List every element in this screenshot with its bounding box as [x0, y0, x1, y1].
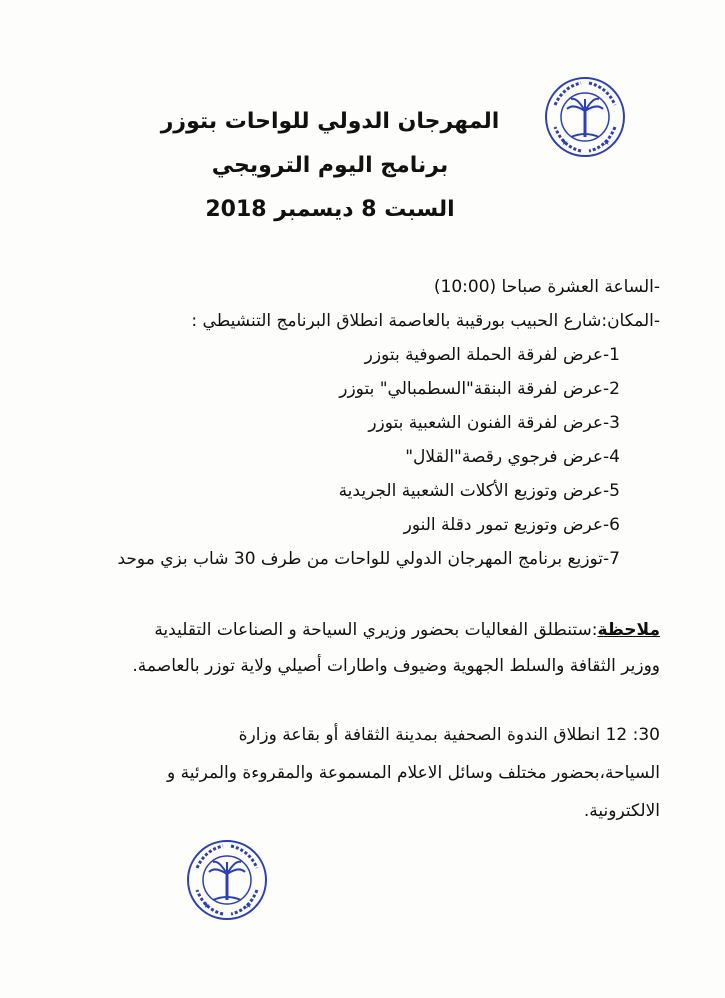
program-item: 4-عرض فرجوي رقصة"القلال" [405, 447, 620, 467]
svg-text:★: ★ [245, 901, 253, 910]
svg-text:★: ★ [603, 138, 611, 147]
note-block [60, 612, 660, 684]
program-item: 2-عرض لفرقة البنقة"السطمبالي" بتوزر [339, 379, 620, 399]
program-item: 5-عرض وتوزيع الأكلات الشعبية الجريدية [338, 481, 620, 501]
festival-seal-top [543, 75, 627, 159]
program-place: -المكان:شارع الحبيب بورقيبة بالعاصمة انطلاق البرنامج التنشيطي : [191, 311, 660, 331]
svg-text:★: ★ [203, 901, 211, 910]
program-date: السبت 8 ديسمبر 2018 [205, 197, 455, 222]
program-item: 6-عرض وتوزيع تمور دقلة النور [403, 515, 620, 535]
program-subtitle: برنامج اليوم الترويجي [211, 153, 449, 178]
svg-text:★: ★ [561, 138, 569, 147]
program-item: 1-عرض لفرقة الحملة الصوفية بتوزر [364, 345, 620, 365]
press-line-3: الالكترونية. [583, 801, 660, 821]
press-line-1: 30: 12 انطلاق الندوة الصحفية بمدينة الثقافة أو بقاعة وزارة [238, 725, 660, 745]
palm-tree-seal-icon [546, 78, 624, 156]
program-time: -الساعة العشرة صباحا (10:00) [433, 277, 660, 297]
title-block [150, 100, 510, 232]
festival-seal-bottom [185, 838, 269, 922]
palm-tree-seal-icon [188, 841, 266, 919]
program-item: 3-عرض لفرقة الفنون الشعبية بتوزر [368, 413, 620, 433]
note-line-2: ووزير الثقافة والسلط الجهوية وضيوف واطارات أصيلي ولاية توزر بالعاصمة. [132, 656, 660, 676]
note-line-1: :ستنطلق الفعاليات بحضور وزيري السياحة و الصناعات التقليدية [154, 620, 598, 640]
press-conference-block [60, 716, 660, 830]
festival-title: المهرجان الدولي للواحات بتوزر [160, 109, 500, 134]
program-body [60, 270, 660, 830]
press-line-2: السياحة،بحضور مختلف وسائل الاعلام المسموعة والمقروءة والمرئية و [167, 763, 660, 783]
program-item: 7-توزيع برنامج المهرجان الدولي للواحات من طرف 30 شاب بزي موحد [117, 549, 620, 569]
note-label: ملاحظة [597, 620, 660, 640]
